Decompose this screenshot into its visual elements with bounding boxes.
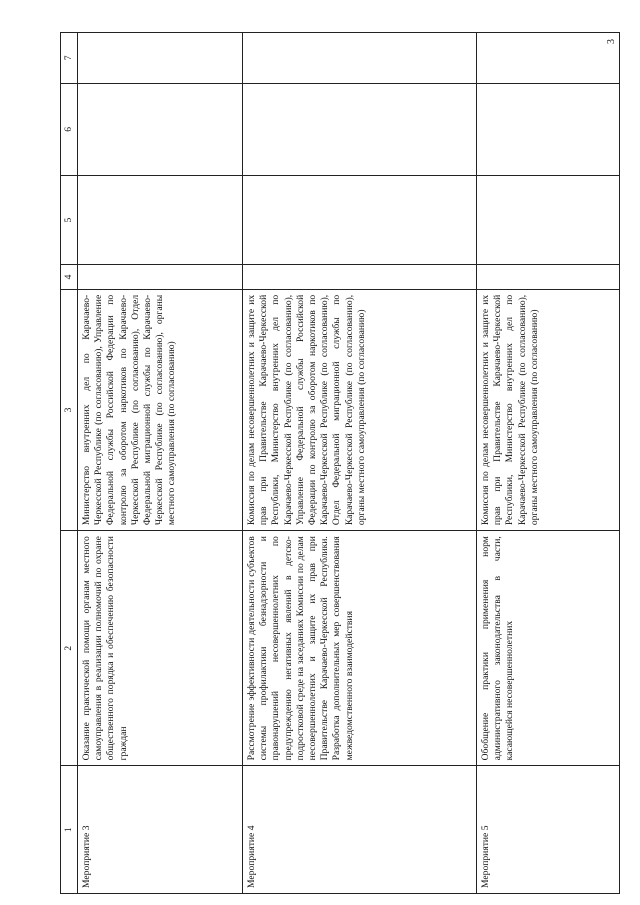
page-number: 3 xyxy=(606,39,617,44)
event-description: Рассмотрение эффективности деятельности субъектов системы профилактики безнадзорности и правонарушений несовершеннолетних по предупреждению негативных явлений в детско-подростковой среде на заседаниях Комиссии по делам несовершеннолетних и защите их прав при Правительстве Карачаево-Черкесской Республики. Разработка дополнительных мер совершенствования межведомственного взаимодействия xyxy=(243,531,477,766)
event-name: Мероприятие 4 xyxy=(243,766,477,894)
cell-col6 xyxy=(78,83,243,175)
cell-col6 xyxy=(243,83,477,175)
events-table xyxy=(60,32,620,894)
event-name: Мероприятие 3 xyxy=(78,766,243,894)
header-cell: 6 xyxy=(61,83,78,175)
cell-col4 xyxy=(78,265,243,290)
header-cell: 7 xyxy=(61,33,78,84)
event-description: Оказание практической помощи органам местного самоуправления в реализации полномочий по охране общественного порядка и обеспечению безопасности граждан xyxy=(78,531,243,766)
event-executors: Комиссия по делам несовершеннолетних и защите их прав при Правительстве Карачаево-Черкесской Республики, Министерство внутренних дел по Карачаево-Черкесской Республике (по согласованию), Управление Федеральной службы Российской Федерации по контролю за оборотом наркотиков по Карачаево-Черкесской Республике (по согласованию), Отдел Федеральной миграционной службы по Карачаево-Черкесской Республике (по согласованию), органы местного самоуправления (по согласованию) xyxy=(243,289,477,530)
header-cell: 4 xyxy=(61,265,78,290)
event-name: Мероприятие 5 xyxy=(477,766,620,894)
cell-col6 xyxy=(477,83,620,175)
rotated-table-sheet xyxy=(60,32,620,894)
cell-col5 xyxy=(243,176,477,265)
cell-col7 xyxy=(243,33,477,84)
header-cell: 5 xyxy=(61,176,78,265)
header-cell: 2 xyxy=(61,531,78,766)
header-cell: 1 xyxy=(61,766,78,894)
table-row xyxy=(477,33,620,894)
cell-col5 xyxy=(78,176,243,265)
cell-col7 xyxy=(78,33,243,84)
event-description: Обобщение практики применения норм административного законодательства в части, касающейся несовершеннолетних xyxy=(477,531,620,766)
header-cell: 3 xyxy=(61,289,78,530)
event-executors: Министерство внутренних дел по Карачаево-Черкесской Республике (по согласованию), Управление Федеральной службы Российской Федерации по контролю за оборотом наркотиков по Карачаево-Черкесской Республике (по согласованию), Отдел Федеральной миграционной службы по Карачаево-Черкесской Республике (по согласованию), органы местного самоуправления (по согласованию) xyxy=(78,289,243,530)
table-row xyxy=(243,33,477,894)
cell-col4 xyxy=(477,265,620,290)
table-row xyxy=(78,33,243,894)
event-executors: Комиссия по делам несовершеннолетних и защите их прав при Правительстве Карачаево-Черкесской Республики, Министерство внутренних дел по Карачаево-Черкесской Республике (по согласованию), органы местного самоуправления (по согласованию) xyxy=(477,289,620,530)
cell-col4 xyxy=(243,265,477,290)
cell-col5 xyxy=(477,176,620,265)
table-header-row xyxy=(61,33,78,894)
cell-col7 xyxy=(477,33,620,84)
